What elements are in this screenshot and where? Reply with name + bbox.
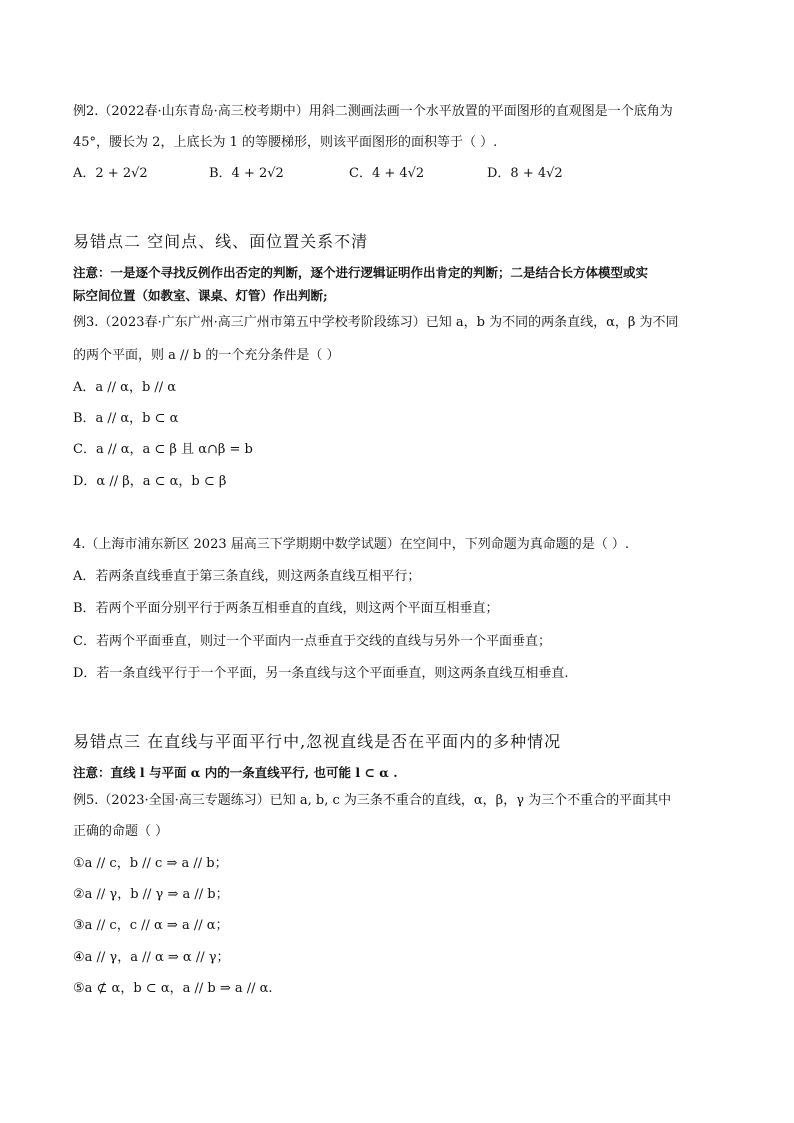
ex2-option-c: C．4 + 4√2 (349, 166, 425, 181)
section3-title: 易错点三 在直线与平面平行中,忽视直线是否在平面内的多种情况 (73, 732, 562, 751)
q4-option-a: A．若两条直线垂直于第三条直线，则这两条直线互相平行； (73, 569, 421, 584)
ex2-stem-line1: 例2.（2022春·山东青岛·高三校考期中）用斜二测画法画一个水平放置的平面图形的直观图是一个底角为 (73, 104, 673, 119)
section2-title: 易错点二 空间点、线、面位置关系不清 (73, 232, 369, 251)
ex3-option-c: C．a // α，a ⊂ β 且 α∩β = b (73, 442, 253, 457)
ex5-stem-line2: 正确的命题（ ） (73, 824, 169, 839)
ex2-stem-line2: 45°，腰长为 2，上底长为 1 的等腰梯形，则该平面图形的面积等于（ ）. (73, 135, 498, 150)
q4-option-d: D．若一条直线平行于一个平面，另一条直线与这个平面垂直，则这两条直线互相垂直. (73, 666, 569, 681)
ex5-stem-line1: 例5.（2023·全国·高三专题练习）已知 a, b, c 为三条不重合的直线，α，β，γ 为三个不重合的平面其中 (73, 793, 672, 808)
ex3-option-b: B．a // α，b ⊂ α (73, 411, 179, 426)
ex2-options (73, 164, 733, 184)
q4-option-b: B．若两个平面分别平行于两条互相垂直的直线，则这两个平面互相垂直； (73, 601, 499, 616)
section3-note: 注意：直线 l 与平面 α 内的一条直线平行, 也可能 l ⊂ α . (73, 765, 398, 780)
ex5-item-4: ④a // γ，a // α ⇒ α // γ； (73, 950, 230, 965)
q4-option-c: C．若两个平面垂直，则过一个平面内一点垂直于交线的直线与另外一个平面垂直； (73, 634, 551, 649)
ex5-item-3: ③a // c，c // α ⇒ a // α； (73, 918, 229, 933)
section2-note-line2: 际空间位置（如教室、课桌、灯管）作出判断; (73, 288, 328, 303)
ex2-option-a: A．2 + 2√2 (73, 166, 148, 181)
ex3-option-a: A．a // α，b // α (73, 380, 177, 395)
ex3-stem-line1: 例3.（2023春·广东广州·高三广州市第五中学校考阶段练习）已知 a，b 为不同的两条直线，α，β 为不同 (73, 315, 679, 330)
ex5-item-5: ⑤a ⊄ α，b ⊂ α，a // b ⇒ a // α. (73, 981, 273, 996)
q4-stem: 4.（上海市浦东新区 2023 届高三下学期期中数学试题）在空间中，下列命题为真命题的是（ ）. (73, 537, 630, 552)
ex5-item-2: ②a // γ，b // γ ⇒ a // b； (73, 887, 229, 902)
ex3-stem-line2: 的两个平面，则 a // b 的一个充分条件是（ ） (73, 348, 340, 363)
ex2-option-d: D．8 + 4√2 (487, 166, 563, 181)
ex5-item-1: ①a // c，b // c ⇒ a // b； (73, 856, 228, 871)
ex3-option-d: D．α // β，a ⊂ α，b ⊂ β (73, 474, 227, 489)
section2-note-line1: 注意：一是逐个寻找反例作出否定的判断，逐个进行逻辑证明作出肯定的判断；二是结合长方体模型或实 (73, 265, 649, 280)
ex2-option-b: B．4 + 2√2 (209, 166, 284, 181)
